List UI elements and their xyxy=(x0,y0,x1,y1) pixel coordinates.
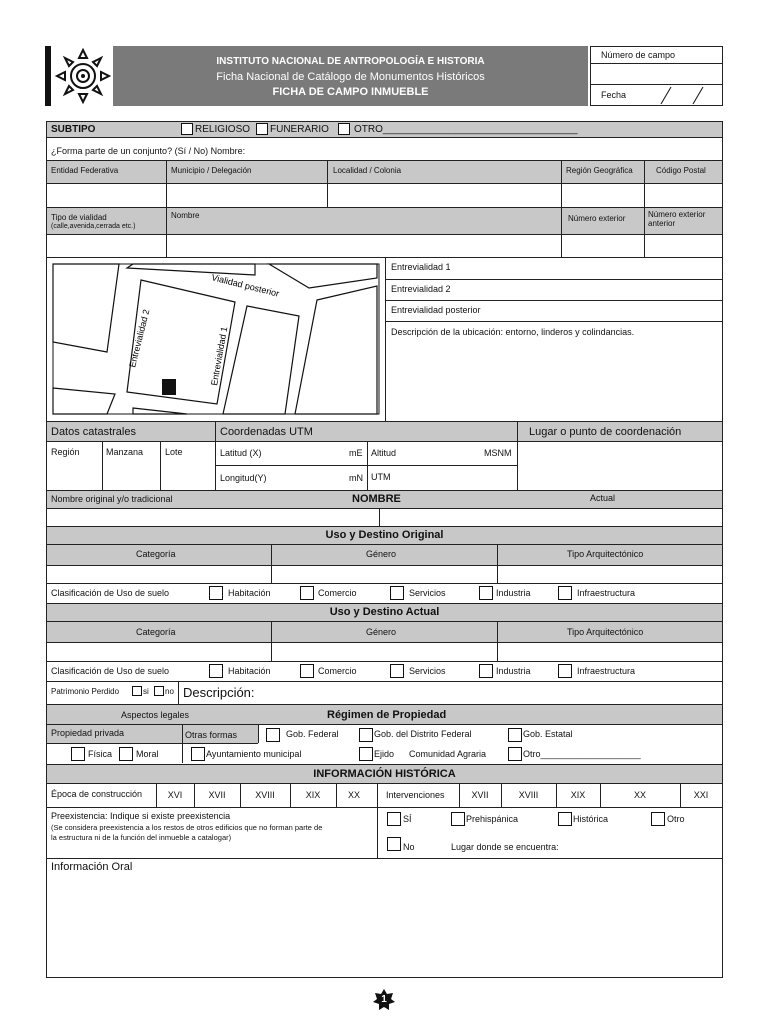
lugar-encuentra-label: Lugar donde se encuentra: xyxy=(451,842,559,852)
prehispanica-checkbox[interactable] xyxy=(451,812,465,826)
patrimonio-descripcion-input[interactable] xyxy=(260,682,722,703)
preex-no-checkbox[interactable] xyxy=(387,837,401,851)
altitud-label: Altitud xyxy=(371,448,397,458)
region-geo-label: Región Geográfica xyxy=(566,166,633,175)
datos-catastrales-label: Datos catastrales xyxy=(51,426,136,438)
utm-label: UTM xyxy=(371,472,391,482)
uso-actual-title: Uso y Destino Actual xyxy=(329,606,440,618)
tipo-vialidad-sub: (calle,avenida,cerrada etc.) xyxy=(51,223,136,230)
orig-industria-checkbox[interactable] xyxy=(479,586,493,600)
regimen-otro-checkbox[interactable] xyxy=(508,747,522,761)
entrevialidad-posterior-label: Entrevialidad posterior xyxy=(391,305,481,315)
me-label: mE xyxy=(349,448,363,458)
patrimonio-si-label: si xyxy=(143,687,149,696)
epoca-xx[interactable]: XX xyxy=(347,790,360,800)
tipo-vialidad-input[interactable] xyxy=(47,235,166,256)
fisica-label: Física xyxy=(88,749,113,759)
act-infraestructura-label: Infraestructura xyxy=(577,666,636,676)
funerario-checkbox[interactable] xyxy=(256,123,268,135)
regimen-otro-label: Otro____________________ xyxy=(523,749,641,759)
uso-original-tipo: Tipo Arquitectónico xyxy=(567,549,644,559)
map-entrevialidad-1: Entrevialidad 1 xyxy=(209,325,230,387)
location-map[interactable] xyxy=(47,258,385,420)
entidad-label: Entidad Federativa xyxy=(51,166,119,175)
localidad-input[interactable] xyxy=(328,184,561,206)
num-ext-ant-input[interactable] xyxy=(645,235,722,256)
inah-logo xyxy=(53,46,113,106)
epoca-xviii[interactable]: XVIII xyxy=(255,790,275,800)
intervenciones-label: Intervenciones xyxy=(386,790,445,800)
form-title: FICHA DE CAMPO INMUEBLE xyxy=(272,86,429,98)
lugar-coordenacion-label: Lugar o punto de coordenación xyxy=(529,426,682,438)
nombre-actual-label: Actual xyxy=(590,493,616,503)
uso-original-categoria-input[interactable] xyxy=(47,566,270,582)
municipio-label: Municipio / Delegación xyxy=(171,166,252,175)
msnm-label: MSNM xyxy=(484,448,512,458)
cp-label: Código Postal xyxy=(656,166,706,175)
historica-title: INFORMACIÓN HISTÓRICA xyxy=(313,768,456,780)
gob-df-checkbox[interactable] xyxy=(359,728,373,742)
gob-federal-label: Gob. Federal xyxy=(286,729,339,739)
manzana-label: Manzana xyxy=(106,447,144,457)
act-comercio-label: Comercio xyxy=(318,666,357,676)
propiedad-privada-label: Propiedad privada xyxy=(51,728,125,738)
map-vialidad-posterior: Vialidad posterior xyxy=(210,272,281,299)
preexistencia-note-2: la estructura ni de la función del inmueble a catalogar) xyxy=(51,833,232,842)
uso-actual-genero-input[interactable] xyxy=(272,643,496,660)
numero-campo-label: Número de campo xyxy=(601,50,676,60)
region-label: Región xyxy=(51,447,80,457)
preex-otro-checkbox[interactable] xyxy=(651,812,665,826)
int-xx[interactable]: XX xyxy=(633,790,646,800)
orig-infraestructura-checkbox[interactable] xyxy=(558,586,572,600)
clasif-original-label: Clasificación de Uso de suelo xyxy=(51,588,170,598)
page-number: 1 xyxy=(381,994,387,1005)
uso-actual-categoria-input[interactable] xyxy=(47,643,270,660)
act-infraestructura-checkbox[interactable] xyxy=(558,664,572,678)
int-xviii[interactable]: XVIII xyxy=(518,790,539,800)
map-entrevialidad-2: Entrevialidad 2 xyxy=(127,308,152,369)
latitud-label: Latitud (X) xyxy=(220,448,262,458)
religioso-checkbox[interactable] xyxy=(181,123,193,135)
municipio-input[interactable] xyxy=(167,184,327,206)
act-comercio-checkbox[interactable] xyxy=(300,664,314,678)
otras-formas-label: Otras formas xyxy=(185,730,238,740)
uso-actual-tipo: Tipo Arquitectónico xyxy=(567,627,644,637)
epoca-xvii[interactable]: XVII xyxy=(208,790,226,800)
uso-original-categoria: Categoría xyxy=(136,549,176,559)
orig-comercio-label: Comercio xyxy=(318,588,357,598)
nombre-actual-input[interactable] xyxy=(380,509,722,525)
lugar-coordenacion-input[interactable] xyxy=(518,442,722,489)
comunidad-agraria-label: Comunidad Agraria xyxy=(409,749,487,759)
fisica-checkbox[interactable] xyxy=(71,747,85,761)
nombre-original-input[interactable] xyxy=(47,509,378,525)
epoca-label: Época de construcción xyxy=(51,789,143,799)
institution-name: INSTITUTO NACIONAL DE ANTROPOLOGÍA E HISTORIA xyxy=(216,56,485,67)
int-xxi[interactable]: XXI xyxy=(693,790,709,800)
catalog-name: Ficha Nacional de Catálogo de Monumentos Históricos xyxy=(216,71,485,83)
orig-industria-label: Industria xyxy=(496,588,531,598)
funerario-label: FUNERARIO xyxy=(270,124,329,135)
fecha-slashes[interactable] xyxy=(645,85,720,105)
nombre-title: NOMBRE xyxy=(352,493,401,505)
preexistencia-label: Preexistencia: Indique si existe preexistencia xyxy=(51,811,231,821)
act-habitacion-label: Habitación xyxy=(228,666,271,676)
num-ext-ant-label: Número exterior xyxy=(648,210,706,219)
patrimonio-si-checkbox[interactable] xyxy=(132,686,142,696)
nombre-vialidad-label: Nombre xyxy=(171,211,200,220)
epoca-xix[interactable]: XIX xyxy=(305,790,321,800)
aspectos-legales-label: Aspectos legales xyxy=(121,710,190,720)
act-habitacion-checkbox[interactable] xyxy=(209,664,223,678)
ayuntamiento-label: Ayuntamiento municipal xyxy=(206,749,302,759)
entrevialidad-1-label: Entrevialidad 1 xyxy=(391,262,451,272)
nombre-vialidad-input[interactable] xyxy=(167,235,561,256)
entrevialidad-2-label: Entrevialidad 2 xyxy=(391,284,451,294)
subtipo-label: SUBTIPO xyxy=(51,124,96,135)
orig-servicios-label: Servicios xyxy=(409,588,446,598)
num-ext-input[interactable] xyxy=(562,235,644,256)
preex-si-label: SÍ xyxy=(403,814,412,824)
conjunto-label: ¿Forma parte de un conjunto? (Sí / No) Nombre: xyxy=(51,146,246,156)
act-servicios-label: Servicios xyxy=(409,666,446,676)
clasif-actual-label: Clasificación de Uso de suelo xyxy=(51,666,170,676)
patrimonio-descripcion-label: Descripción: xyxy=(183,685,255,700)
coordenadas-utm-label: Coordenadas UTM xyxy=(220,426,313,438)
orig-habitacion-label: Habitación xyxy=(228,588,271,598)
preex-si-checkbox[interactable] xyxy=(387,812,401,826)
descripcion-ubicacion-input[interactable] xyxy=(386,340,722,420)
act-industria-checkbox[interactable] xyxy=(479,664,493,678)
ejido-label: Ejido xyxy=(374,749,395,759)
entidad-input[interactable] xyxy=(47,184,166,206)
patrimonio-perdido-label: Patrimonio Perdido xyxy=(51,687,120,696)
uso-actual-categoria: Categoría xyxy=(136,627,176,637)
gob-estatal-checkbox[interactable] xyxy=(508,728,522,742)
nombre-original-label: Nombre original y/o tradicional xyxy=(51,494,173,504)
tipo-vialidad-label: Tipo de vialidad xyxy=(51,213,107,222)
header-left-bar xyxy=(45,46,51,106)
act-servicios-checkbox[interactable] xyxy=(390,664,404,678)
num-ext-ant-label-2: anterior xyxy=(648,219,676,228)
lote-label: Lote xyxy=(165,447,183,457)
act-industria-label: Industria xyxy=(496,666,531,676)
moral-checkbox[interactable] xyxy=(119,747,133,761)
informacion-oral-label: Información Oral xyxy=(51,861,133,873)
gob-federal-checkbox[interactable] xyxy=(266,728,280,742)
uso-original-genero: Género xyxy=(366,549,397,559)
uso-actual-tipo-input[interactable] xyxy=(498,643,722,660)
int-xvii[interactable]: XVII xyxy=(471,790,489,800)
numero-campo-input[interactable] xyxy=(591,64,722,83)
otro-checkbox[interactable] xyxy=(338,123,350,135)
preex-no-label: No xyxy=(403,842,415,852)
region-geo-input[interactable] xyxy=(562,184,644,206)
cp-input[interactable] xyxy=(645,184,722,206)
mn-label: mN xyxy=(349,473,363,483)
preexistencia-note-1: (Se considera preexistencia a los restos de otros edificios que no forman parte de xyxy=(51,823,323,832)
otro-label: OTRO___________________________________ xyxy=(354,124,578,135)
regimen-title: Régimen de Propiedad xyxy=(327,709,447,721)
longitud-label: Longitud(Y) xyxy=(220,473,267,483)
uso-original-title: Uso y Destino Original xyxy=(325,529,444,541)
orig-comercio-checkbox[interactable] xyxy=(300,586,314,600)
historica-label: Histórica xyxy=(573,814,609,824)
orig-servicios-checkbox[interactable] xyxy=(390,586,404,600)
orig-habitacion-checkbox[interactable] xyxy=(209,586,223,600)
uso-actual-genero: Género xyxy=(366,627,397,637)
informacion-oral-input[interactable] xyxy=(47,876,722,976)
epoca-xvi[interactable]: XVI xyxy=(167,790,183,800)
uso-original-tipo-input[interactable] xyxy=(498,566,722,582)
gob-df-label: Gob. del Distrito Federal xyxy=(374,729,472,739)
religioso-label: RELIGIOSO xyxy=(195,124,251,135)
uso-original-genero-input[interactable] xyxy=(272,566,496,582)
num-ext-label: Número exterior xyxy=(568,214,626,223)
fecha-label: Fecha xyxy=(601,90,627,100)
localidad-label: Localidad / Colonia xyxy=(333,166,402,175)
ayuntamiento-checkbox[interactable] xyxy=(191,747,205,761)
ejido-checkbox[interactable] xyxy=(359,747,373,761)
gob-estatal-label: Gob. Estatal xyxy=(523,729,573,739)
patrimonio-no-checkbox[interactable] xyxy=(154,686,164,696)
historica-checkbox[interactable] xyxy=(558,812,572,826)
prehispanica-label: Prehispánica xyxy=(466,814,519,824)
descripcion-ubicacion-label: Descripción de la ubicación: entorno, linderos y colindancias. xyxy=(391,327,635,337)
patrimonio-no-label: no xyxy=(165,687,174,696)
moral-label: Moral xyxy=(136,749,159,759)
preex-otro-label: Otro xyxy=(667,814,685,824)
orig-infraestructura-label: Infraestructura xyxy=(577,588,636,598)
int-xix[interactable]: XIX xyxy=(570,790,586,800)
